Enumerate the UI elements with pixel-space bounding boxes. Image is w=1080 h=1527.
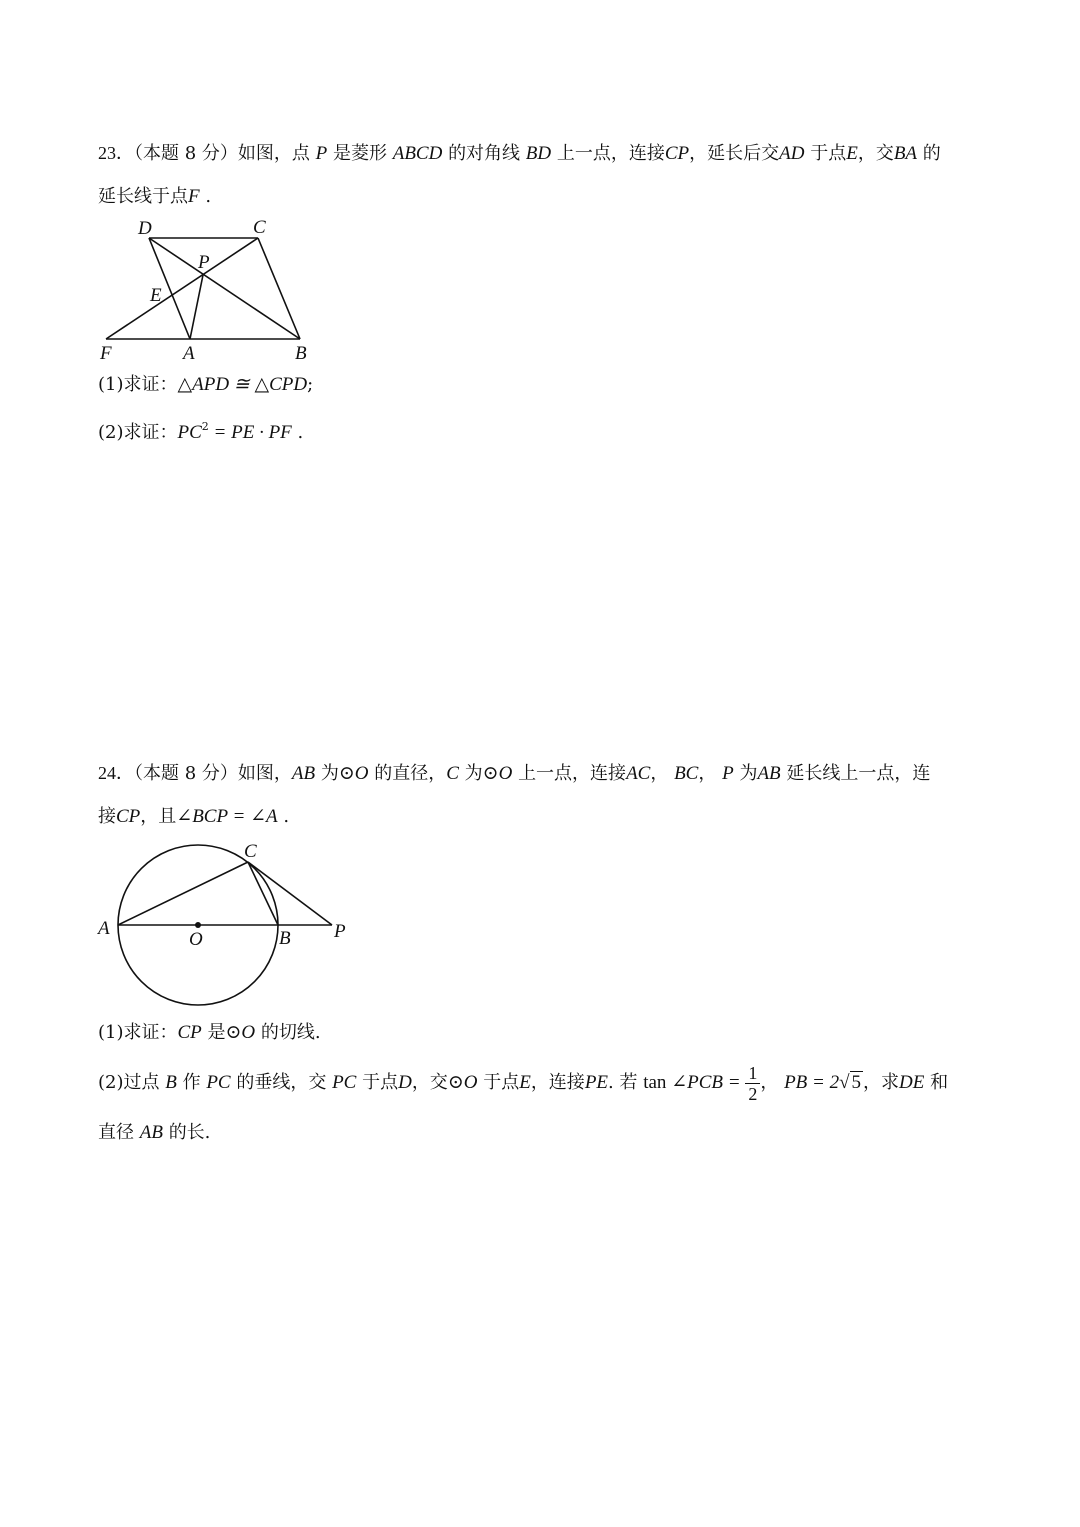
q24-line-2: 接CP，且∠BCP = ∠A . (98, 806, 290, 827)
label-A: A (98, 918, 110, 939)
segment-AP (190, 275, 203, 339)
label-P: P (198, 252, 210, 273)
center-O-dot (195, 922, 201, 928)
label-D: D (138, 218, 152, 239)
label-F: F (100, 343, 112, 364)
q24-line-1: 24．（本题 8 分）如图，AB 为⊙O 的直径，C 为⊙O 上一点，连接AC， BC， P 为AB 延长线上一点，连 (98, 763, 931, 784)
label-C: C (244, 841, 257, 862)
tangent-CP (248, 862, 332, 925)
edge-CB (258, 238, 300, 339)
label-B: B (279, 928, 291, 949)
q24-number: 24 (98, 763, 116, 783)
q23-rhombus-figure (90, 215, 330, 365)
q24-part-1: (1)求证：CP 是⊙O 的切线. (98, 1022, 321, 1043)
diagonal-BD (149, 238, 300, 339)
q23-part-1: (1)求证：△APD ≅ △CPD; (98, 374, 314, 395)
sqrt-symbol: √ (839, 1072, 850, 1093)
line-CF (106, 238, 258, 339)
q23-line-1: 23．（本题 8 分）如图，点 P 是菱形 ABCD 的对角线 BD 上一点，连接CP，延长后交AD 于点E，交BA 的 (98, 143, 941, 164)
q24-line-3: 直径 AB 的长. (98, 1122, 211, 1143)
label-B: B (295, 343, 307, 364)
q23-score: （本题 8 分） (134, 143, 238, 164)
fraction-one-half: $\frac{1}{2}$ (745, 1063, 760, 1104)
q24-circle-figure (90, 835, 370, 1010)
label-P: P (334, 921, 346, 942)
label-E: E (150, 285, 162, 306)
q23-part-2: (2)求证：$PC^2$ = PE · PF . (98, 420, 304, 443)
q23-number: 23 (98, 143, 116, 163)
label-A: A (183, 343, 195, 364)
label-O: O (189, 929, 203, 950)
label-C: C (253, 217, 266, 238)
q23-line-2: 延长线于点F . (98, 186, 212, 207)
q24-part-2: (2)过点 B 作 PC 的垂线，交 PC 于点D，交⊙O 于点E，连接PE. 若 tan ∠PCB = $\frac{1}{2}$ ， PB = 2√ 5 ，求DE 和 (98, 1062, 949, 1104)
q24-score: （本题 8 分） (134, 763, 238, 784)
chord-CB (248, 862, 278, 925)
